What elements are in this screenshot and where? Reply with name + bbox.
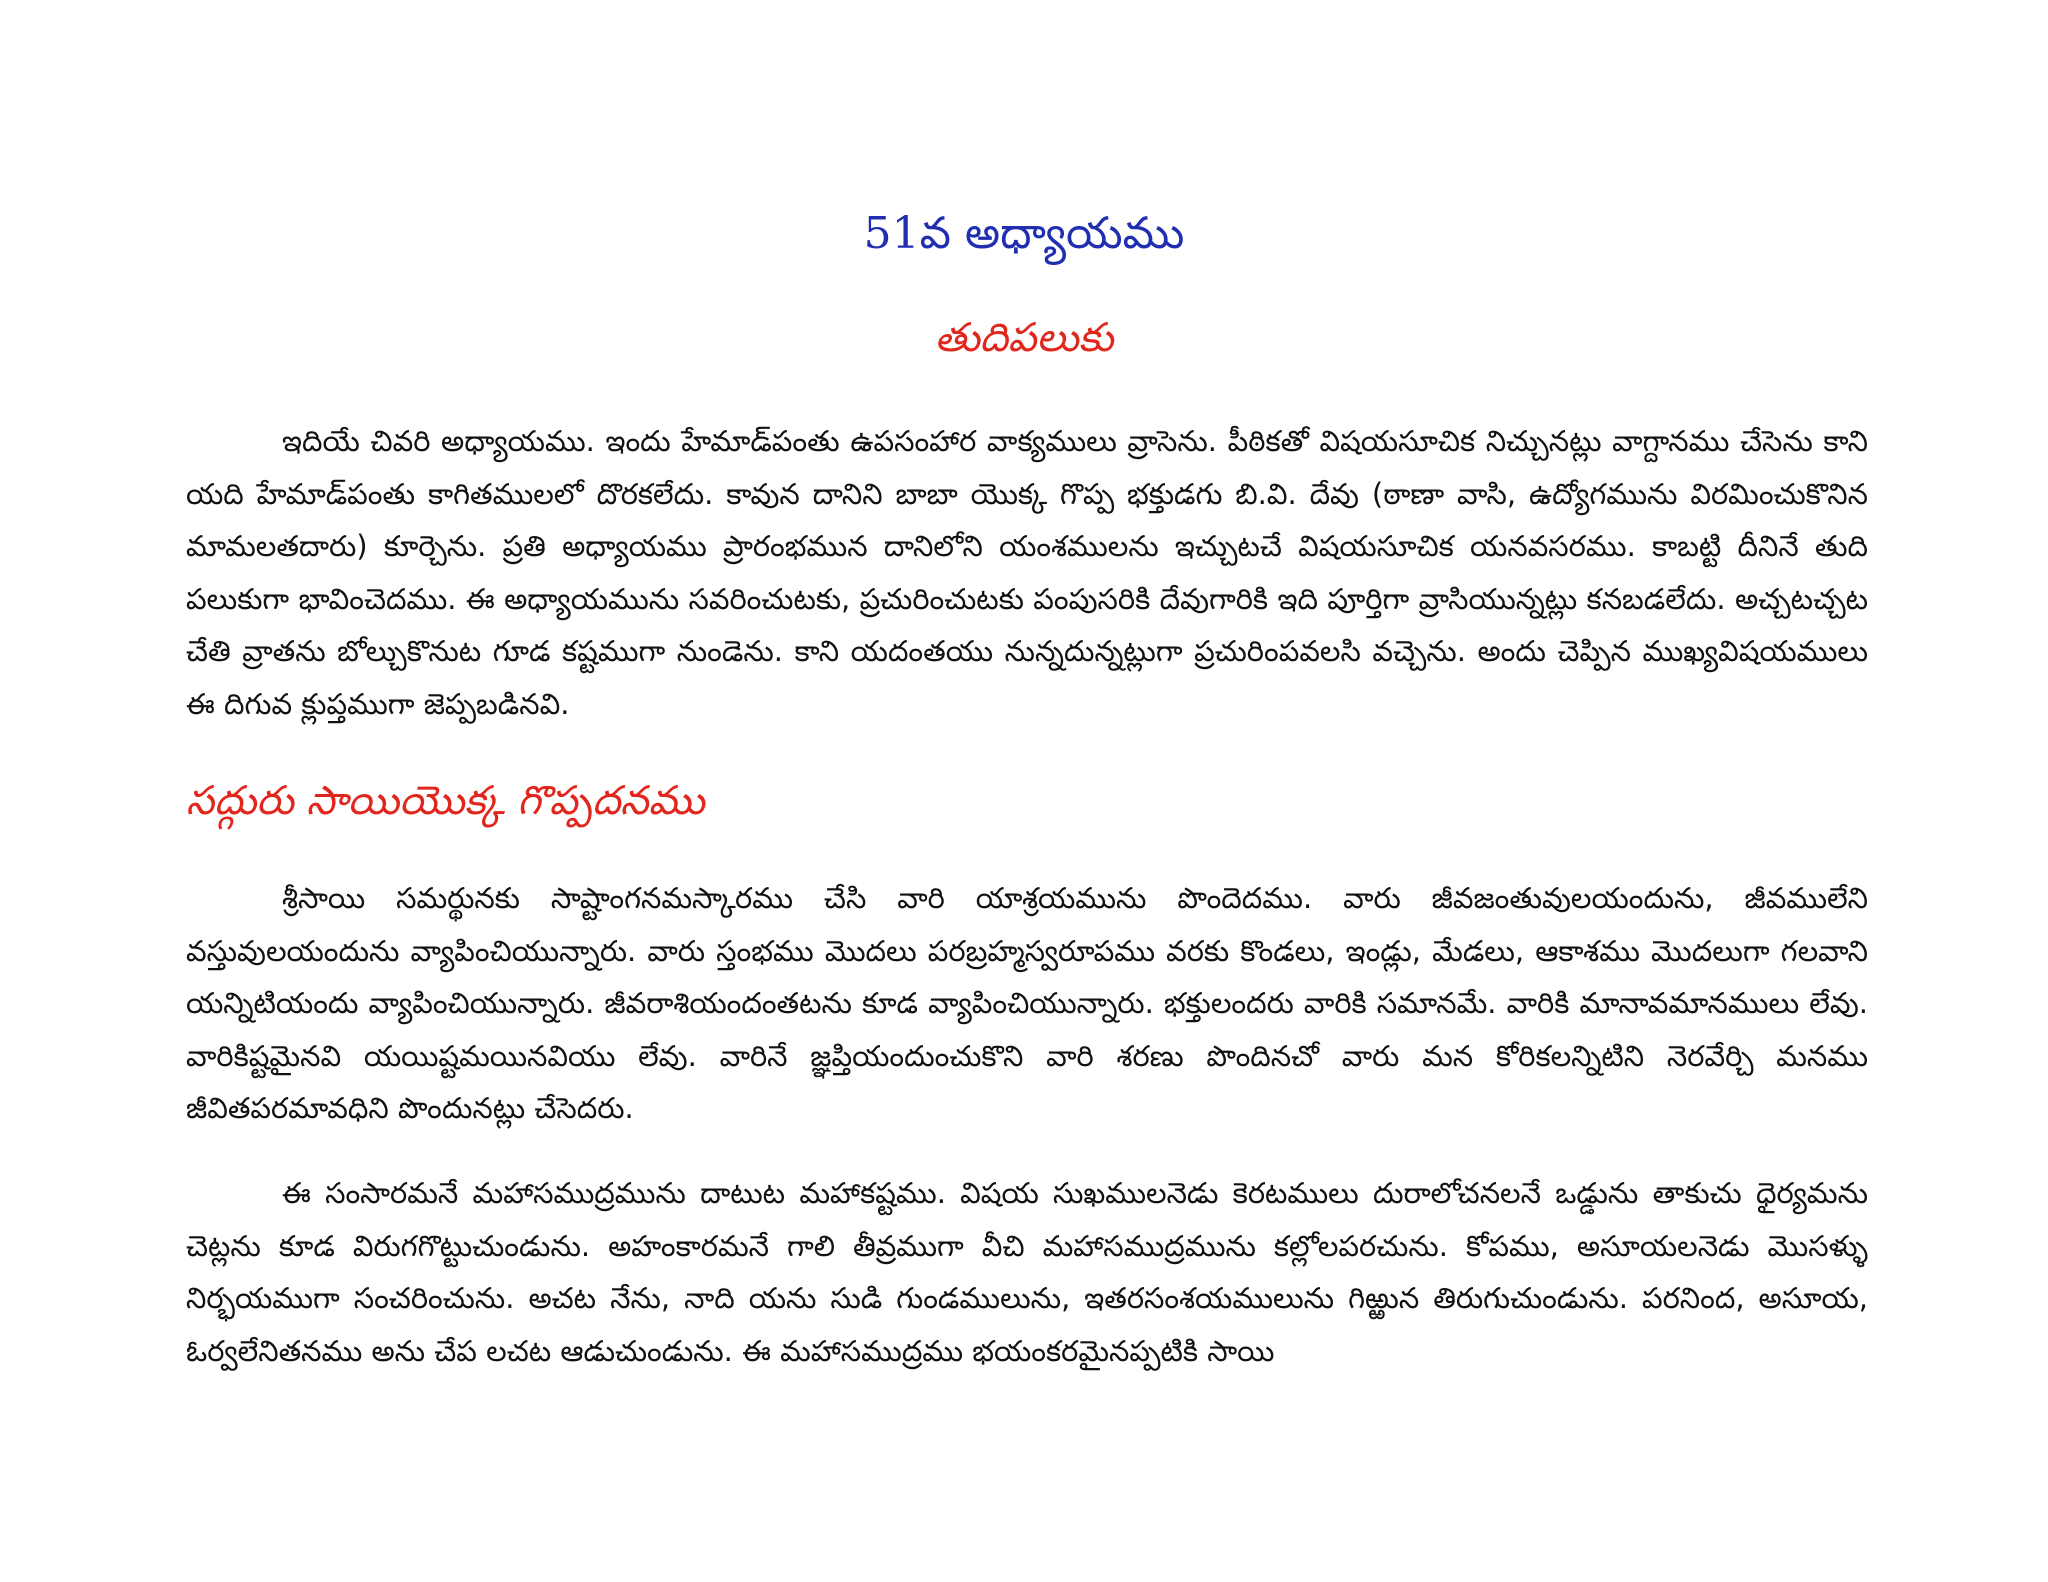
paragraph-greatness: శ్రీసాయి సమర్థునకు సాష్టాంగనమస్కారము చేసి వారి యాశ్రయమును పొందెదము. వారు జీవజంతువులయందును, జీవములేని వస్తువులయందును వ్యాపించియున్నారు. వారు స్తంభము మొదలు పరబ్రహ్మస్వరూపము వరకు కొండలు, ఇండ్లు, మేడలు, ఆకాశము మొదలుగా గలవాని యన్నిటియందు వ్యాపించియున్నారు. జీవరాశియందంతటను కూడ వ్యాపించియున్నారు. భక్తులందరు వారికి సమానమే. వారికి మానావమానములు లేవు. వారికిష్టమైనవి యయిష్టమయినవియు లేవు. వారినే జ్ఞప్తియందుంచుకొని వారి శరణు పొందినచో వారు మన కోరికలన్నిటిని నెరవేర్చి మనము జీవితపరమావధిని పొందునట్లు చేసెదరు. [186,881,1868,1125]
sub-heading: సద్గురు సాయియొక్క గొప్పదనము [186,778,705,824]
chapter-title: 51వ అధ్యాయము [863,208,1185,259]
paragraph-ocean: ఈ సంసారమనే మహాసముద్రమును దాటుట మహాకష్టము. విషయ సుఖములనెడు కెరటములు దురాలోచనలనే ఒడ్డును తాకుచు ధైర్యమను చెట్లను కూడ విరుగగొట్టుచుండును. అహంకారమనే గాలి తీవ్రముగా వీచి మహాసముద్రమును కల్లోలపరచును. కోపము, అసూయలనెడు మొసళ్ళు నిర్భయముగా సంచరించును. అచట నేను, నాది యను సుడి గుండములును, ఇతరసంశయములును గిఱ్ఱున తిరుగుచుండును. పరనింద, అసూయ, ఓర్వలేనితనము అను చేప లచట ఆడుచుండును. ఈ మహాసముద్రము భయంకరమైనప్పటికి సాయి [186,1176,1868,1368]
paragraph-intro: ఇదియే చివరి అధ్యాయము. ఇందు హేమాడ్‌పంతు ఉపసంహార వాక్యములు వ్రాసెను. పీఠికతో విషయసూచిక నిచ్చునట్లు వాగ్దానము చేసెను కాని యది హేమాడ్‌పంతు కాగితములలో దొరకలేదు. కావున దానిని బాబా యొక్క గొప్ప భక్తుడగు బి.వి. దేవు (ఠాణా వాసి, ఉద్యోగమును విరమించుకొనిన మామలతదారు) కూర్చెను. ప్రతి అధ్యాయము ప్రారంభమున దానిలోని యంశములను ఇచ్చుటచే విషయసూచిక యనవసరము. కాబట్టి దీనినే తుది పలుకుగా భావించెదము. ఈ అధ్యాయమును సవరించుటకు, ప్రచురించుటకు పంపుసరికి దేవుగారికి ఇది పూర్తిగా వ్రాసియున్నట్లు కనబడలేదు. అచ్చటచ్చట చేతి వ్రాతను బోల్చుకొనుట గూడ కష్టముగా నుండెను. కాని యదంతయు నున్నదున్నట్లుగా ప్రచురింపవలసి వచ్చెను. అందు చెప్పిన ముఖ్యవిషయములు ఈ దిగువ క్లుప్తముగా జెప్పబడినవి. [186,424,1868,721]
section-title: తుదిపలుకు [934,315,1114,361]
